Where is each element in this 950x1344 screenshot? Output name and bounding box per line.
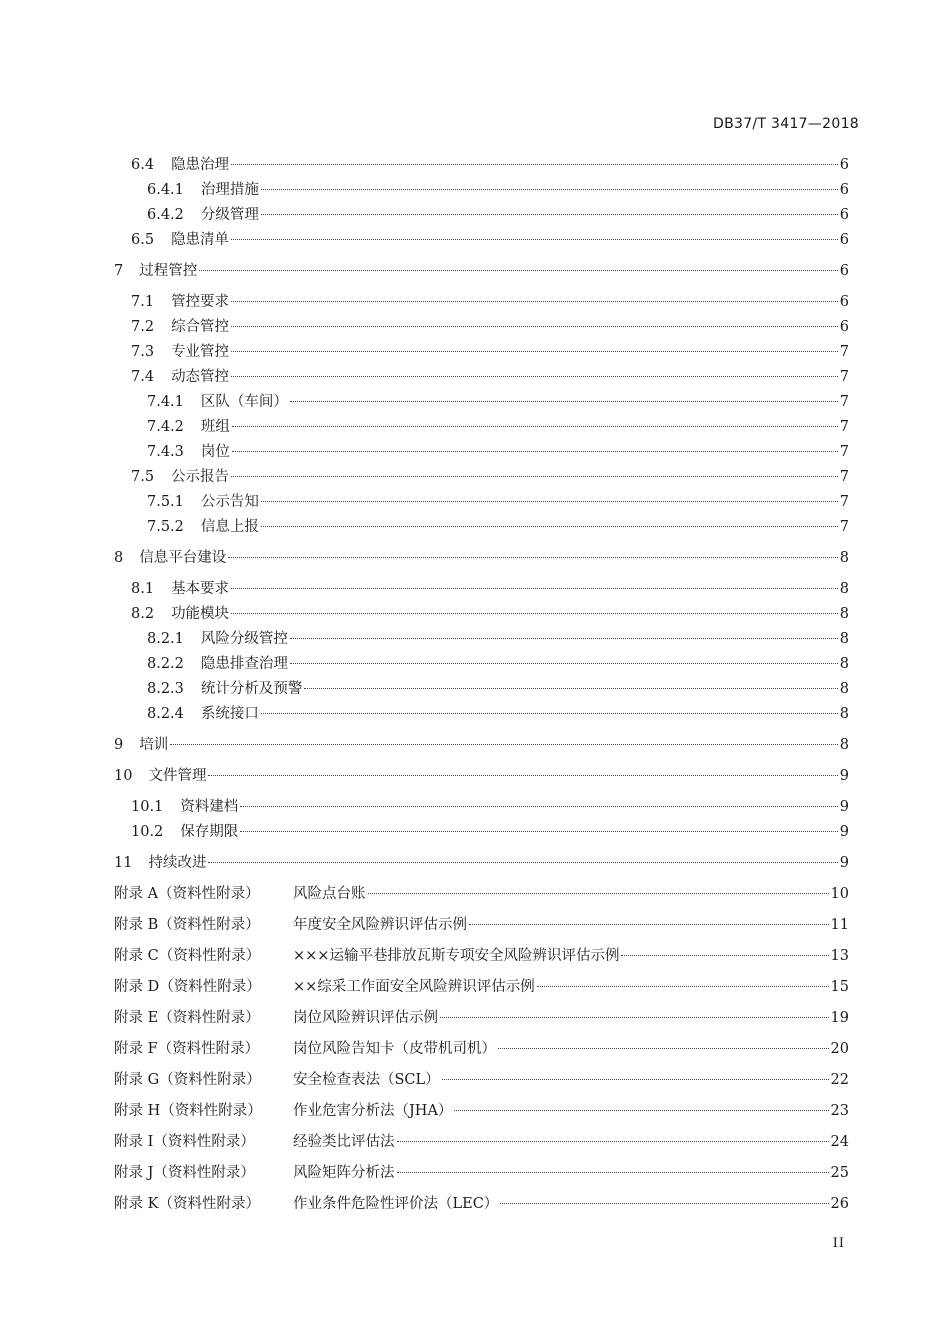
toc-entry-page: 6 (839, 263, 849, 279)
toc-entry-page: 7 (839, 469, 849, 485)
toc-entry[interactable] (147, 443, 849, 461)
toc-entry-number: 8.2 (131, 606, 155, 622)
toc-entry-page: 8 (839, 656, 849, 672)
toc-entry-number: 11 (114, 855, 133, 871)
toc-entry-page: 24 (830, 1134, 849, 1150)
toc-entry-number: 附录 K（资料性附录） (114, 1196, 260, 1212)
toc-entry-title: 统计分析及预警 (200, 681, 303, 697)
toc-entry[interactable] (114, 854, 849, 872)
toc-dot-leader (454, 1110, 828, 1111)
toc-entry[interactable] (147, 630, 849, 648)
toc-entry[interactable] (147, 181, 849, 199)
toc-entry-number: 10 (114, 768, 133, 784)
toc-entry-title: 岗位风险告知卡（皮带机司机） (293, 1041, 496, 1057)
toc-entry[interactable] (114, 262, 849, 280)
toc-dot-leader (261, 526, 838, 527)
toc-dot-leader (304, 688, 837, 689)
toc-entry-number: 7.4.1 (147, 394, 184, 410)
toc-entry-title: 作业危害分析法（JHA） (293, 1103, 453, 1119)
toc-entry-number: 8.2.4 (147, 706, 184, 722)
toc-entry[interactable] (131, 231, 849, 249)
toc-entry-title: 公示报告 (171, 469, 230, 485)
toc-entry-page: 6 (839, 157, 849, 173)
toc-entry-title: 风险点台账 (293, 886, 366, 902)
toc-entry-page: 7 (839, 444, 849, 460)
toc-entry-title: 培训 (139, 737, 169, 753)
toc-dot-leader (290, 663, 838, 664)
toc-dot-leader (208, 775, 837, 776)
toc-dot-leader (290, 638, 838, 639)
toc-entry-page: 11 (830, 917, 849, 933)
toc-dot-leader (232, 451, 838, 452)
toc-entry-title: 综合管控 (171, 319, 230, 335)
toc-entry-title: 公示告知 (200, 494, 259, 510)
toc-dot-leader (231, 476, 838, 477)
toc-entry-title: 区队（车间） (200, 394, 288, 410)
toc-entry[interactable] (131, 823, 849, 841)
toc-entry-page: 9 (839, 768, 849, 784)
toc-entry-title: 隐患排查治理 (200, 656, 288, 672)
toc-entry-page: 19 (830, 1010, 849, 1026)
toc-entry-number: 附录 E（资料性附录） (114, 1010, 260, 1026)
toc-entry-page: 8 (839, 706, 849, 722)
toc-entry[interactable] (147, 705, 849, 723)
toc-dot-leader (621, 955, 828, 956)
toc-dot-leader (397, 1141, 829, 1142)
toc-entry[interactable] (147, 418, 849, 436)
toc-entry-title: 资料建档 (180, 799, 239, 815)
toc-dot-leader (231, 588, 838, 589)
toc-entry-page: 6 (839, 319, 849, 335)
toc-entry-number: 8.1 (131, 581, 155, 597)
toc-dot-leader (240, 831, 837, 832)
toc-entry-title: 管控要求 (171, 294, 230, 310)
toc-dot-leader (240, 806, 837, 807)
toc-entry[interactable] (131, 798, 849, 816)
toc-entry-page: 8 (839, 606, 849, 622)
toc-entry-title: 风险矩阵分析法 (293, 1165, 395, 1181)
toc-entry[interactable] (131, 468, 849, 486)
toc-entry[interactable] (147, 680, 849, 698)
toc-entry-page: 23 (830, 1103, 849, 1119)
toc-entry-title: ××综采工作面安全风险辨识评估示例 (293, 979, 535, 995)
toc-entry-number: 附录 J（资料性附录） (114, 1165, 255, 1181)
toc-entry-title: 动态管控 (171, 369, 230, 385)
toc-entry-number: 附录 G（资料性附录） (114, 1072, 261, 1088)
toc-entry-title: ×××运输平巷排放瓦斯专项安全风险辨识评估示例 (293, 948, 620, 964)
toc-entry-title: 岗位风险辨识评估示例 (293, 1010, 438, 1026)
toc-entry-number: 7.4.3 (147, 444, 184, 460)
toc-entry[interactable] (131, 368, 849, 386)
toc-entry-title: 保存期限 (180, 824, 239, 840)
toc-dot-leader (261, 713, 838, 714)
toc-entry[interactable] (147, 206, 849, 224)
toc-entry-number: 附录 H（资料性附录） (114, 1103, 262, 1119)
toc-dot-leader (231, 351, 838, 352)
toc-entry[interactable] (114, 549, 849, 567)
toc-dot-leader (397, 1172, 829, 1173)
toc-entry-title: 年度安全风险辨识评估示例 (293, 917, 467, 933)
toc-entry-page: 6 (839, 232, 849, 248)
toc-entry-number: 7.5 (131, 469, 155, 485)
document-code: DB37/T 3417—2018 (713, 116, 859, 132)
toc-entry-number: 10.2 (131, 824, 164, 840)
toc-entry[interactable] (114, 947, 849, 965)
toc-entry-page: 6 (839, 182, 849, 198)
toc-entry-page: 9 (839, 855, 849, 871)
toc-dot-leader (500, 1203, 828, 1204)
toc-entry-title: 过程管控 (139, 263, 198, 279)
toc-entry-page: 15 (830, 979, 849, 995)
toc-entry[interactable] (131, 293, 849, 311)
toc-entry-number: 7.3 (131, 344, 155, 360)
toc-entry[interactable] (114, 1195, 849, 1213)
toc-entry-number: 7.5.2 (147, 519, 184, 535)
toc-entry-title: 信息平台建设 (139, 550, 227, 566)
toc-entry-page: 6 (839, 294, 849, 310)
toc-dot-leader (368, 893, 829, 894)
toc-entry-title: 持续改进 (148, 855, 207, 871)
toc-entry-number: 6.4.2 (147, 207, 184, 223)
toc-dot-leader (442, 1079, 829, 1080)
toc-dot-leader (232, 426, 838, 427)
toc-entry-title: 岗位 (200, 444, 230, 460)
toc-entry[interactable] (114, 767, 849, 785)
toc-entry-number: 6.4.1 (147, 182, 184, 198)
toc-entry-number: 附录 F（资料性附录） (114, 1041, 260, 1057)
toc-dot-leader (290, 401, 838, 402)
toc-dot-leader (231, 326, 838, 327)
toc-entry-title: 风险分级管控 (200, 631, 288, 647)
toc-entry[interactable] (147, 393, 849, 411)
toc-entry-title: 班组 (200, 419, 230, 435)
toc-entry-page: 8 (839, 581, 849, 597)
toc-entry-page: 7 (839, 519, 849, 535)
toc-entry-title: 文件管理 (148, 768, 207, 784)
toc-dot-leader (440, 1017, 829, 1018)
toc-entry[interactable] (114, 978, 849, 996)
toc-entry-number: 附录 C（资料性附录） (114, 948, 261, 964)
toc-entry-page: 8 (839, 681, 849, 697)
toc-entry[interactable] (114, 1164, 849, 1182)
toc-entry[interactable] (114, 1102, 849, 1120)
toc-entry-page: 8 (839, 737, 849, 753)
toc-entry-title: 隐患治理 (171, 157, 230, 173)
toc-dot-leader (261, 501, 838, 502)
toc-entry-number: 8.2.3 (147, 681, 184, 697)
toc-entry-title: 专业管控 (171, 344, 230, 360)
toc-entry-page: 22 (830, 1072, 849, 1088)
toc-entry-title: 功能模块 (171, 606, 230, 622)
toc-entry-page: 20 (830, 1041, 849, 1057)
toc-entry-number: 7.2 (131, 319, 155, 335)
toc-entry[interactable] (131, 580, 849, 598)
toc-entry-number: 10.1 (131, 799, 164, 815)
toc-dot-leader (208, 862, 837, 863)
toc-entry-page: 13 (830, 948, 849, 964)
toc-entry[interactable] (131, 156, 849, 174)
toc-entry-title: 系统接口 (200, 706, 259, 722)
toc-entry-title: 治理措施 (200, 182, 259, 198)
toc-dot-leader (231, 164, 838, 165)
toc-dot-leader (498, 1048, 829, 1049)
toc-entry-number: 附录 D（资料性附录） (114, 979, 261, 995)
toc-entry-page: 8 (839, 631, 849, 647)
toc-entry[interactable] (114, 1009, 849, 1027)
toc-entry-number: 7.4 (131, 369, 155, 385)
page-number: II (832, 1236, 845, 1251)
toc-entry-page: 9 (839, 824, 849, 840)
toc-entry-number: 8 (114, 550, 124, 566)
toc-entry[interactable] (114, 916, 849, 934)
toc-entry[interactable] (147, 518, 849, 536)
toc-dot-leader (170, 744, 838, 745)
toc-entry-page: 10 (830, 886, 849, 902)
toc-dot-leader (231, 376, 838, 377)
toc-entry-number: 7.4.2 (147, 419, 184, 435)
toc-entry[interactable] (147, 493, 849, 511)
toc-entry-number: 附录 I（资料性附录） (114, 1134, 255, 1150)
toc-entry-title: 经验类比评估法 (293, 1134, 395, 1150)
toc-entry-page: 26 (830, 1196, 849, 1212)
toc-dot-leader (199, 270, 838, 271)
toc-dot-leader (537, 986, 829, 987)
toc-entry-page: 25 (830, 1165, 849, 1181)
toc-entry[interactable] (131, 318, 849, 336)
toc-dot-leader (469, 924, 829, 925)
toc-entry-number: 9 (114, 737, 124, 753)
toc-dot-leader (231, 613, 838, 614)
toc-entry[interactable] (114, 1133, 849, 1151)
toc-entry-title: 作业条件危险性评价法（LEC） (293, 1196, 499, 1212)
toc-entry-page: 6 (839, 207, 849, 223)
toc-entry-number: 附录 B（资料性附录） (114, 917, 260, 933)
toc-entry-page: 7 (839, 369, 849, 385)
toc-entry-title: 分级管理 (200, 207, 259, 223)
toc-entry-number: 附录 A（资料性附录） (114, 886, 260, 902)
toc-entry-title: 安全检查表法（SCL） (293, 1072, 440, 1088)
toc-entry-page: 7 (839, 419, 849, 435)
toc-entry-number: 6.4 (131, 157, 155, 173)
toc-entry-number: 7 (114, 263, 124, 279)
toc-entry[interactable] (114, 885, 849, 903)
toc-entry-page: 9 (839, 799, 849, 815)
toc-entry-page: 7 (839, 344, 849, 360)
toc-entry[interactable] (131, 343, 849, 361)
toc-entry[interactable] (147, 655, 849, 673)
toc-entry[interactable] (131, 605, 849, 623)
toc-dot-leader (261, 214, 838, 215)
toc-entry-number: 8.2.1 (147, 631, 184, 647)
toc-dot-leader (231, 301, 838, 302)
toc-entry[interactable] (114, 1040, 849, 1058)
toc-entry-page: 8 (839, 550, 849, 566)
toc-entry-page: 7 (839, 494, 849, 510)
toc-entry-number: 7.1 (131, 294, 155, 310)
toc-entry-number: 6.5 (131, 232, 155, 248)
toc-dot-leader (261, 189, 838, 190)
toc-entry[interactable] (114, 1071, 849, 1089)
toc-entry-number: 7.5.1 (147, 494, 184, 510)
toc-entry-page: 7 (839, 394, 849, 410)
toc-dot-leader (228, 557, 838, 558)
toc-entry-title: 信息上报 (200, 519, 259, 535)
toc-entry-title: 基本要求 (171, 581, 230, 597)
toc-dot-leader (231, 239, 838, 240)
toc-entry[interactable] (114, 736, 849, 754)
toc-entry-title: 隐患清单 (171, 232, 230, 248)
toc-entry-number: 8.2.2 (147, 656, 184, 672)
